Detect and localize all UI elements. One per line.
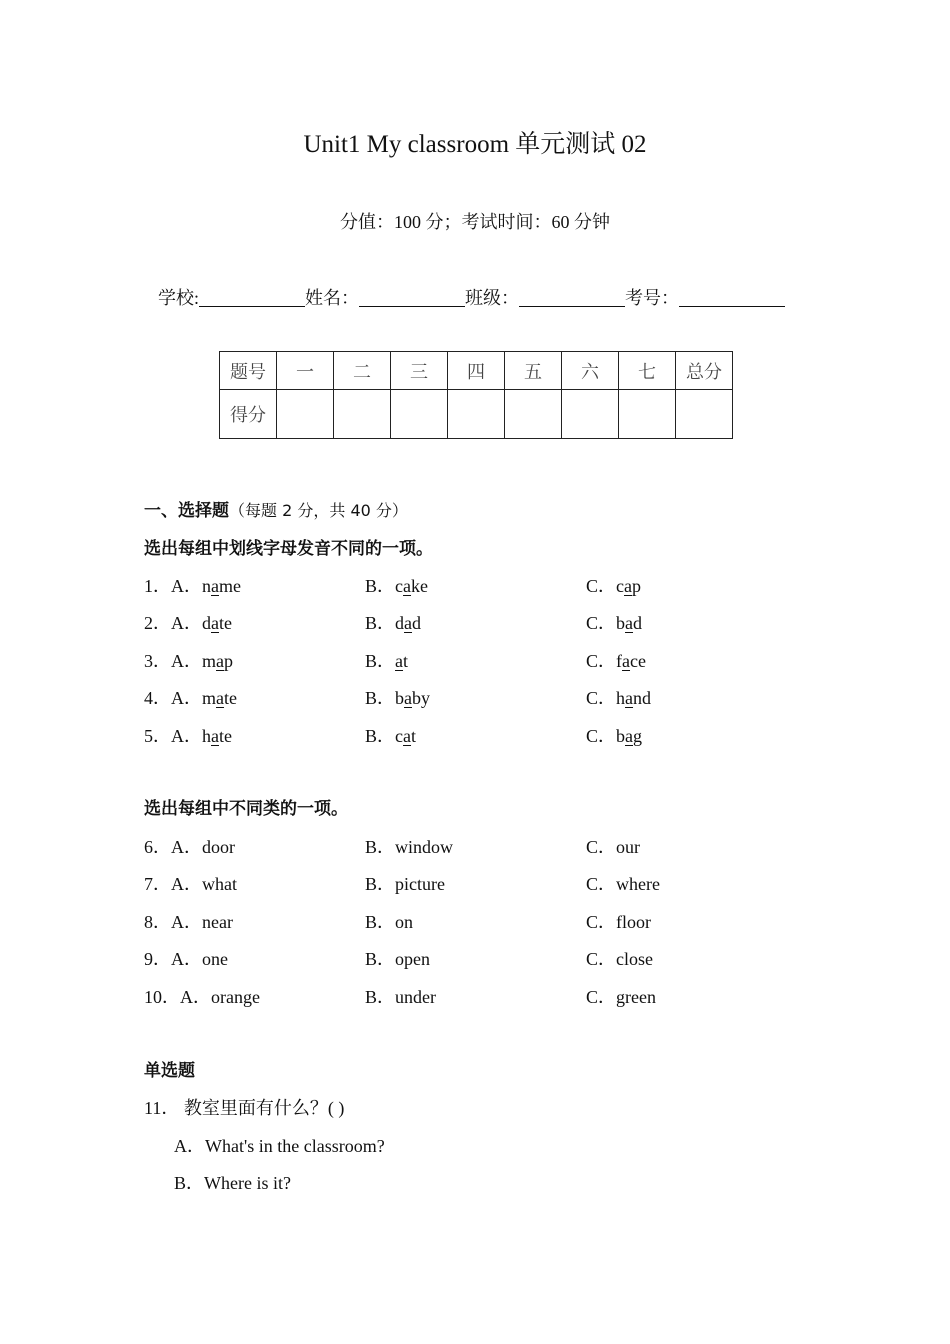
score-table-header-row	[220, 352, 733, 390]
question-11-stem: 11． 教室里面有什么？( )	[144, 1098, 345, 1118]
option-letter: A．	[171, 911, 202, 932]
option-letter: A．	[171, 725, 202, 746]
option-letter: C．	[586, 576, 617, 596]
question-number: 7．	[144, 874, 171, 895]
option-a[interactable]	[171, 688, 237, 708]
option-word: cake	[395, 576, 429, 596]
score-cell[interactable]	[562, 390, 619, 439]
option-a[interactable]	[171, 874, 237, 894]
option-b[interactable]	[365, 908, 413, 934]
score-table-header-cell: 七	[619, 352, 676, 390]
option-a[interactable]	[171, 651, 233, 671]
option-letter: A．	[171, 949, 202, 970]
question-row	[144, 609, 232, 635]
option-word: name	[202, 576, 241, 596]
option-letter: B．	[365, 650, 396, 671]
section2-heading: 单选题	[144, 1061, 195, 1081]
score-table-header-cell: 三	[391, 352, 448, 390]
option-word: bad	[616, 613, 643, 634]
exam-subtitle: 分值：100 分；考试时间：60 分钟	[340, 212, 610, 232]
option-b[interactable]	[365, 647, 408, 673]
question-number: 9．	[144, 949, 171, 970]
option-word: cap	[616, 576, 642, 596]
underlined-letter: a	[403, 576, 412, 596]
option-b[interactable]	[365, 870, 445, 896]
class-blank[interactable]	[519, 288, 625, 307]
option-letter: B．	[365, 911, 396, 932]
option-word: date	[202, 613, 232, 634]
question-number: 5．	[144, 725, 171, 746]
underlined-letter: a	[216, 688, 225, 709]
underlined-letter: a	[403, 725, 412, 746]
option-letter: B．	[365, 613, 396, 634]
option-word: map	[202, 650, 234, 671]
score-table	[219, 351, 733, 439]
option-letter: B．	[365, 576, 396, 596]
option-word: open	[395, 949, 431, 970]
exam-no-blank[interactable]	[679, 288, 785, 307]
section1-heading	[144, 496, 408, 521]
score-table-header-cell: 二	[334, 352, 391, 390]
option-word: what	[202, 874, 237, 895]
option-word: green	[616, 986, 656, 1007]
section1-note: （每题 2 分，共 40 分）	[229, 501, 408, 520]
option-c[interactable]	[586, 833, 640, 859]
question-number: 1．	[144, 576, 171, 596]
option-letter: C．	[586, 874, 617, 895]
score-cell[interactable]	[448, 390, 505, 439]
option-a[interactable]	[180, 987, 260, 1007]
score-cell[interactable]	[334, 390, 391, 439]
option-letter: B．	[365, 725, 396, 746]
option-c[interactable]	[586, 722, 642, 748]
section1-title: 一、选择题	[144, 501, 229, 521]
question-row	[144, 684, 237, 710]
option-letter: A．	[171, 874, 202, 895]
option-c[interactable]	[586, 572, 641, 598]
option-letter: B．	[365, 949, 396, 970]
question-row	[144, 908, 233, 934]
question-row	[144, 983, 260, 1009]
option-c[interactable]	[586, 983, 656, 1009]
question-row	[144, 833, 235, 859]
question-11-option-a[interactable]: A．What's in the classroom?	[174, 1136, 385, 1156]
option-c[interactable]	[586, 647, 646, 673]
score-table-header-cell: 题号	[220, 352, 277, 390]
option-word: on	[395, 911, 414, 932]
underlined-letter: a	[211, 725, 219, 746]
option-word: cat	[395, 725, 417, 746]
option-a[interactable]	[171, 949, 228, 969]
score-table-header-cell: 六	[562, 352, 619, 390]
option-b[interactable]	[365, 684, 430, 710]
question-number: 3．	[144, 650, 171, 671]
name-label: 姓名：	[305, 288, 360, 308]
part2-instruction: 选出每组中不同类的一项。	[144, 799, 348, 819]
option-word: window	[395, 837, 454, 857]
option-letter: C．	[586, 725, 617, 746]
option-word: under	[395, 986, 436, 1007]
option-b[interactable]	[365, 609, 421, 635]
score-cell[interactable]	[277, 390, 334, 439]
option-letter: A．	[171, 688, 202, 709]
option-letter: A．	[171, 650, 202, 671]
part1-instruction: 选出每组中划线字母发音不同的一项。	[144, 539, 433, 559]
option-letter: A．	[171, 576, 202, 596]
name-blank[interactable]	[359, 288, 465, 307]
option-word: hand	[616, 688, 652, 709]
option-word: face	[616, 650, 646, 671]
option-word: close	[616, 949, 653, 970]
option-word: picture	[395, 874, 445, 895]
option-letter: C．	[586, 986, 617, 1007]
score-cell[interactable]	[391, 390, 448, 439]
underlined-letter: a	[211, 576, 219, 596]
option-word: baby	[395, 688, 431, 709]
underlined-letter: a	[625, 688, 634, 709]
option-letter: B．	[365, 986, 396, 1007]
underlined-letter: a	[624, 576, 633, 596]
option-c[interactable]	[586, 609, 642, 635]
option-b[interactable]	[365, 833, 453, 859]
question-number: 6．	[144, 837, 171, 857]
question-row	[144, 722, 232, 748]
underlined-letter: a	[211, 613, 219, 634]
underlined-letter: a	[625, 725, 634, 746]
underlined-letter: a	[625, 613, 634, 634]
score-table-header-cell: 一	[277, 352, 334, 390]
option-letter: A．	[171, 837, 202, 857]
question-number: 10．	[144, 986, 180, 1007]
question-number: 2．	[144, 613, 171, 634]
question-row	[144, 870, 237, 896]
option-word: our	[616, 837, 641, 857]
option-word: at	[395, 650, 409, 671]
option-b[interactable]	[365, 983, 436, 1009]
score-table-header-cell: 五	[505, 352, 562, 390]
school-blank[interactable]	[199, 288, 305, 307]
option-letter: B．	[365, 688, 396, 709]
question-row	[144, 945, 228, 971]
option-letter: B．	[365, 874, 396, 895]
option-word: hate	[202, 725, 232, 746]
score-cell[interactable]	[505, 390, 562, 439]
option-word: mate	[202, 688, 238, 709]
option-a[interactable]	[171, 576, 241, 596]
option-letter: C．	[586, 613, 617, 634]
student-info-line	[158, 284, 785, 310]
option-letter: A．	[180, 986, 211, 1007]
option-b[interactable]	[365, 945, 430, 971]
option-letter: B．	[365, 837, 396, 857]
score-table-score-row	[220, 390, 733, 439]
option-word: door	[202, 837, 235, 857]
option-word: near	[202, 911, 233, 932]
option-b[interactable]	[365, 722, 416, 748]
option-c[interactable]	[586, 945, 653, 971]
score-cell[interactable]	[619, 390, 676, 439]
option-letter: C．	[586, 650, 617, 671]
option-word: one	[202, 949, 228, 970]
question-number: 8．	[144, 911, 171, 932]
underlined-letter: a	[404, 688, 413, 709]
option-word: orange	[211, 986, 260, 1007]
underlined-letter: a	[216, 650, 225, 671]
option-c[interactable]	[586, 684, 651, 710]
option-word: floor	[616, 911, 652, 932]
score-row-label: 得分	[220, 390, 277, 439]
option-a[interactable]	[171, 837, 235, 857]
school-label: 学校:	[158, 288, 200, 308]
page-title: Unit1 My classroom 单元测试 02	[303, 131, 647, 158]
option-letter: C．	[586, 949, 617, 970]
option-c[interactable]	[586, 908, 651, 934]
question-number: 4．	[144, 688, 171, 709]
option-c[interactable]	[586, 870, 660, 896]
option-a[interactable]	[171, 613, 232, 633]
score-cell[interactable]	[676, 390, 733, 439]
underlined-letter: a	[395, 650, 404, 671]
underlined-letter: a	[404, 613, 413, 634]
option-word: dad	[395, 613, 422, 634]
option-letter: C．	[586, 688, 617, 709]
underlined-letter: a	[622, 650, 631, 671]
question-row	[144, 647, 233, 673]
score-table-header-cell: 四	[448, 352, 505, 390]
question-11-option-b[interactable]: B．Where is it?	[174, 1173, 291, 1193]
score-table-header-cell: 总分	[676, 352, 733, 390]
question-row	[144, 572, 241, 598]
option-b[interactable]	[365, 572, 428, 598]
option-word: where	[616, 874, 660, 895]
option-letter: A．	[171, 613, 202, 634]
option-letter: C．	[586, 837, 617, 857]
option-word: bag	[616, 725, 643, 746]
option-letter: C．	[586, 911, 617, 932]
exam-no-label: 考号：	[625, 288, 680, 308]
class-label: 班级：	[465, 288, 520, 308]
option-a[interactable]	[171, 912, 233, 932]
option-a[interactable]	[171, 726, 232, 746]
